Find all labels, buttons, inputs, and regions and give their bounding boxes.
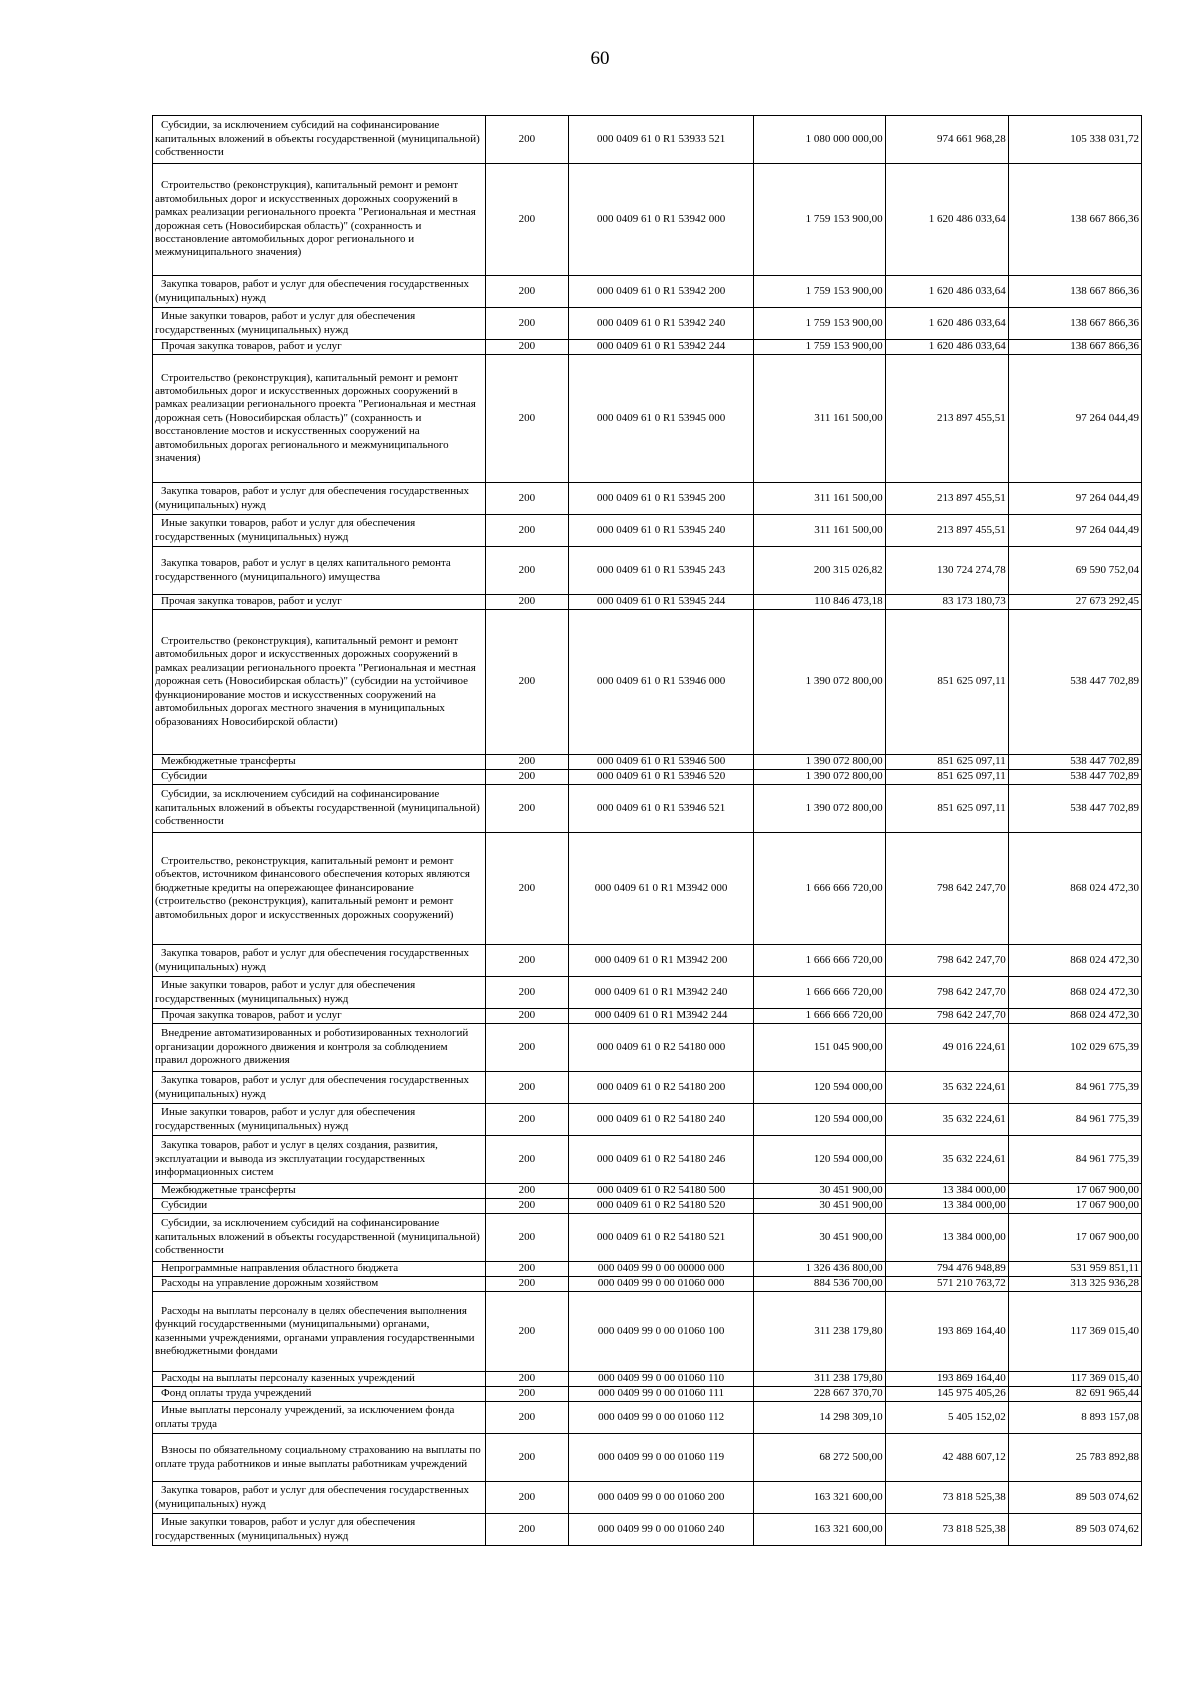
row-kbk-cell: 000 0409 61 0 R1 53942 200 [568, 276, 754, 308]
row-kbk-cell: 000 0409 61 0 R1 53942 240 [568, 308, 754, 340]
row-fact-cell: 13 384 000,00 [885, 1199, 1008, 1214]
row-kbk-cell: 000 0409 61 0 R1 M3942 244 [568, 1009, 754, 1024]
row-fact-cell: 851 625 097,11 [885, 785, 1008, 833]
row-code-cell: 200 [486, 1514, 569, 1546]
row-kbk-cell: 000 0409 99 0 00 01060 119 [568, 1434, 754, 1482]
row-fact-cell: 193 869 164,40 [885, 1372, 1008, 1387]
row-rest-cell: 84 961 775,39 [1008, 1104, 1141, 1136]
row-name-cell: Иные закупки товаров, работ и услуг для обеспечения государственных (муниципальных) нужд [153, 977, 486, 1009]
table-row [153, 483, 1142, 515]
row-rest-cell: 105 338 031,72 [1008, 116, 1141, 164]
row-code-cell: 200 [486, 1292, 569, 1372]
row-rest-cell: 97 264 044,49 [1008, 515, 1141, 547]
row-name-cell: Субсидии [153, 1199, 486, 1214]
table-row [153, 610, 1142, 755]
row-rest-cell: 138 667 866,36 [1008, 340, 1141, 355]
table-row [153, 355, 1142, 483]
table-row [153, 1024, 1142, 1072]
row-kbk-cell: 000 0409 99 0 00 01060 112 [568, 1402, 754, 1434]
row-name-cell: Расходы на управление дорожным хозяйством [153, 1277, 486, 1292]
row-code-cell: 200 [486, 977, 569, 1009]
row-name-cell: Прочая закупка товаров, работ и услуг [153, 340, 486, 355]
row-name-cell: Расходы на выплаты персоналу казенных учреждений [153, 1372, 486, 1387]
row-fact-cell: 571 210 763,72 [885, 1277, 1008, 1292]
row-rest-cell: 84 961 775,39 [1008, 1072, 1141, 1104]
row-fact-cell: 35 632 224,61 [885, 1104, 1008, 1136]
row-name-cell: Иные закупки товаров, работ и услуг для обеспечения государственных (муниципальных) нужд [153, 1104, 486, 1136]
table-row [153, 770, 1142, 785]
row-code-cell: 200 [486, 945, 569, 977]
row-name-cell: Иные закупки товаров, работ и услуг для обеспечения государственных (муниципальных) нужд [153, 308, 486, 340]
row-rest-cell: 138 667 866,36 [1008, 276, 1141, 308]
row-code-cell: 200 [486, 547, 569, 595]
row-code-cell: 200 [486, 355, 569, 483]
table-row [153, 1104, 1142, 1136]
row-kbk-cell: 000 0409 99 0 00 01060 110 [568, 1372, 754, 1387]
row-plan-cell: 311 161 500,00 [754, 355, 885, 483]
row-name-cell: Строительство (реконструкция), капитальный ремонт и ремонт автомобильных дорог и искусственных дорожных сооружений в рамках реализации регионального проекта "Региональная и местная дорожная сеть (Новосибирская область)" (субсидии на устойчивое функционирование мостов и искусственных сооружений на автомобильных дорогах местного значения в муниципальных образованиях Новосибирской области) [153, 610, 486, 755]
table-row [153, 340, 1142, 355]
table-row [153, 164, 1142, 276]
row-name-cell: Межбюджетные трансферты [153, 1184, 486, 1199]
row-code-cell: 200 [486, 308, 569, 340]
row-kbk-cell: 000 0409 61 0 R1 M3942 200 [568, 945, 754, 977]
row-code-cell: 200 [486, 1214, 569, 1262]
row-name-cell: Закупка товаров, работ и услуг для обеспечения государственных (муниципальных) нужд [153, 276, 486, 308]
row-kbk-cell: 000 0409 61 0 R1 53946 500 [568, 755, 754, 770]
table-row [153, 945, 1142, 977]
table-row [153, 1277, 1142, 1292]
row-fact-cell: 798 642 247,70 [885, 833, 1008, 945]
row-rest-cell: 117 369 015,40 [1008, 1372, 1141, 1387]
row-fact-cell: 49 016 224,61 [885, 1024, 1008, 1072]
row-plan-cell: 120 594 000,00 [754, 1104, 885, 1136]
row-name-cell: Субсидии, за исключением субсидий на софинансирование капитальных вложений в объекты государственной (муниципальной) собственности [153, 116, 486, 164]
row-fact-cell: 213 897 455,51 [885, 483, 1008, 515]
row-name-cell: Прочая закупка товаров, работ и услуг [153, 595, 486, 610]
table-row [153, 276, 1142, 308]
row-plan-cell: 311 238 179,80 [754, 1372, 885, 1387]
row-code-cell: 200 [486, 1402, 569, 1434]
row-plan-cell: 1 759 153 900,00 [754, 308, 885, 340]
row-code-cell: 200 [486, 483, 569, 515]
row-kbk-cell: 000 0409 61 0 R1 53945 000 [568, 355, 754, 483]
row-code-cell: 200 [486, 755, 569, 770]
row-plan-cell: 884 536 700,00 [754, 1277, 885, 1292]
row-plan-cell: 163 321 600,00 [754, 1482, 885, 1514]
table-row [153, 547, 1142, 595]
row-code-cell: 200 [486, 1009, 569, 1024]
row-plan-cell: 311 161 500,00 [754, 515, 885, 547]
table-row [153, 833, 1142, 945]
row-rest-cell: 868 024 472,30 [1008, 945, 1141, 977]
row-kbk-cell: 000 0409 61 0 R1 53945 240 [568, 515, 754, 547]
page-number: 60 [590, 48, 610, 69]
row-plan-cell: 1 666 666 720,00 [754, 833, 885, 945]
row-plan-cell: 1 390 072 800,00 [754, 755, 885, 770]
row-code-cell: 200 [486, 116, 569, 164]
row-plan-cell: 151 045 900,00 [754, 1024, 885, 1072]
table-row [153, 1184, 1142, 1199]
row-fact-cell: 83 173 180,73 [885, 595, 1008, 610]
row-fact-cell: 5 405 152,02 [885, 1402, 1008, 1434]
row-rest-cell: 82 691 965,44 [1008, 1387, 1141, 1402]
row-name-cell: Закупка товаров, работ и услуг для обеспечения государственных (муниципальных) нужд [153, 1072, 486, 1104]
row-rest-cell: 69 590 752,04 [1008, 547, 1141, 595]
row-kbk-cell: 000 0409 61 0 R1 53945 244 [568, 595, 754, 610]
row-plan-cell: 1 666 666 720,00 [754, 945, 885, 977]
row-kbk-cell: 000 0409 61 0 R2 54180 246 [568, 1136, 754, 1184]
row-fact-cell: 13 384 000,00 [885, 1184, 1008, 1199]
table-row [153, 755, 1142, 770]
row-fact-cell: 42 488 607,12 [885, 1434, 1008, 1482]
row-plan-cell: 68 272 500,00 [754, 1434, 885, 1482]
row-code-cell: 200 [486, 276, 569, 308]
row-fact-cell: 13 384 000,00 [885, 1214, 1008, 1262]
row-fact-cell: 1 620 486 033,64 [885, 308, 1008, 340]
row-rest-cell: 538 447 702,89 [1008, 610, 1141, 755]
row-rest-cell: 84 961 775,39 [1008, 1136, 1141, 1184]
row-rest-cell: 538 447 702,89 [1008, 785, 1141, 833]
row-kbk-cell: 000 0409 61 0 R1 53942 244 [568, 340, 754, 355]
row-code-cell: 200 [486, 1434, 569, 1482]
row-kbk-cell: 000 0409 99 0 00 01060 000 [568, 1277, 754, 1292]
row-code-cell: 200 [486, 1262, 569, 1277]
table-row [153, 1372, 1142, 1387]
row-kbk-cell: 000 0409 99 0 00 01060 111 [568, 1387, 754, 1402]
row-fact-cell: 1 620 486 033,64 [885, 276, 1008, 308]
row-code-cell: 200 [486, 1072, 569, 1104]
table-row [153, 1072, 1142, 1104]
row-plan-cell: 1 666 666 720,00 [754, 977, 885, 1009]
row-code-cell: 200 [486, 1024, 569, 1072]
row-code-cell: 200 [486, 515, 569, 547]
row-fact-cell: 73 818 525,38 [885, 1514, 1008, 1546]
row-kbk-cell: 000 0409 61 0 R1 53945 243 [568, 547, 754, 595]
row-plan-cell: 1 759 153 900,00 [754, 340, 885, 355]
table-row [153, 1387, 1142, 1402]
table-row [153, 977, 1142, 1009]
row-plan-cell: 1 666 666 720,00 [754, 1009, 885, 1024]
row-fact-cell: 130 724 274,78 [885, 547, 1008, 595]
table-row [153, 1402, 1142, 1434]
row-fact-cell: 851 625 097,11 [885, 755, 1008, 770]
table-row [153, 1009, 1142, 1024]
row-name-cell: Субсидии, за исключением субсидий на софинансирование капитальных вложений в объекты государственной (муниципальной) собственности [153, 785, 486, 833]
row-kbk-cell: 000 0409 61 0 R1 M3942 000 [568, 833, 754, 945]
row-code-cell: 200 [486, 833, 569, 945]
table-row [153, 1482, 1142, 1514]
row-plan-cell: 163 321 600,00 [754, 1514, 885, 1546]
row-fact-cell: 193 869 164,40 [885, 1292, 1008, 1372]
row-rest-cell: 102 029 675,39 [1008, 1024, 1141, 1072]
row-fact-cell: 798 642 247,70 [885, 1009, 1008, 1024]
row-name-cell: Непрограммные направления областного бюджета [153, 1262, 486, 1277]
row-kbk-cell: 000 0409 61 0 R2 54180 520 [568, 1199, 754, 1214]
row-kbk-cell: 000 0409 61 0 R2 54180 200 [568, 1072, 754, 1104]
row-rest-cell: 868 024 472,30 [1008, 833, 1141, 945]
row-name-cell: Иные выплаты персоналу учреждений, за исключением фонда оплаты труда [153, 1402, 486, 1434]
row-code-cell: 200 [486, 770, 569, 785]
row-code-cell: 200 [486, 1482, 569, 1514]
row-rest-cell: 538 447 702,89 [1008, 770, 1141, 785]
table-row [153, 1434, 1142, 1482]
row-kbk-cell: 000 0409 99 0 00 01060 200 [568, 1482, 754, 1514]
row-code-cell: 200 [486, 1387, 569, 1402]
row-name-cell: Прочая закупка товаров, работ и услуг [153, 1009, 486, 1024]
row-plan-cell: 1 390 072 800,00 [754, 785, 885, 833]
row-plan-cell: 110 846 473,18 [754, 595, 885, 610]
row-name-cell: Межбюджетные трансферты [153, 755, 486, 770]
row-rest-cell: 97 264 044,49 [1008, 483, 1141, 515]
row-name-cell: Иные закупки товаров, работ и услуг для обеспечения государственных (муниципальных) нужд [153, 1514, 486, 1546]
row-plan-cell: 1 390 072 800,00 [754, 770, 885, 785]
row-rest-cell: 89 503 074,62 [1008, 1514, 1141, 1546]
row-code-cell: 200 [486, 1136, 569, 1184]
table-row [153, 785, 1142, 833]
row-code-cell: 200 [486, 164, 569, 276]
row-kbk-cell: 000 0409 99 0 00 01060 100 [568, 1292, 754, 1372]
row-name-cell: Закупка товаров, работ и услуг для обеспечения государственных (муниципальных) нужд [153, 483, 486, 515]
row-code-cell: 200 [486, 340, 569, 355]
row-plan-cell: 311 161 500,00 [754, 483, 885, 515]
row-fact-cell: 213 897 455,51 [885, 515, 1008, 547]
row-kbk-cell: 000 0409 61 0 R1 53946 521 [568, 785, 754, 833]
row-code-cell: 200 [486, 1184, 569, 1199]
row-fact-cell: 851 625 097,11 [885, 770, 1008, 785]
row-kbk-cell: 000 0409 99 0 00 01060 240 [568, 1514, 754, 1546]
row-plan-cell: 120 594 000,00 [754, 1072, 885, 1104]
row-kbk-cell: 000 0409 61 0 R1 53933 521 [568, 116, 754, 164]
table-row [153, 1136, 1142, 1184]
table-row [153, 1214, 1142, 1262]
row-rest-cell: 89 503 074,62 [1008, 1482, 1141, 1514]
row-fact-cell: 851 625 097,11 [885, 610, 1008, 755]
row-rest-cell: 868 024 472,30 [1008, 977, 1141, 1009]
row-fact-cell: 1 620 486 033,64 [885, 164, 1008, 276]
row-name-cell: Закупка товаров, работ и услуг для обеспечения государственных (муниципальных) нужд [153, 1482, 486, 1514]
row-name-cell: Расходы на выплаты персоналу в целях обеспечения выполнения функций государственными (муниципальными) органами, казенными учреждениями, органами управления государственными внебюджетными фондами [153, 1292, 486, 1372]
row-rest-cell: 138 667 866,36 [1008, 308, 1141, 340]
row-code-cell: 200 [486, 610, 569, 755]
row-rest-cell: 97 264 044,49 [1008, 355, 1141, 483]
row-rest-cell: 17 067 900,00 [1008, 1214, 1141, 1262]
row-plan-cell: 200 315 026,82 [754, 547, 885, 595]
table-body [153, 116, 1142, 1546]
row-plan-cell: 1 759 153 900,00 [754, 276, 885, 308]
row-kbk-cell: 000 0409 61 0 R1 53946 000 [568, 610, 754, 755]
row-plan-cell: 1 080 000 000,00 [754, 116, 885, 164]
row-kbk-cell: 000 0409 61 0 R1 53942 000 [568, 164, 754, 276]
row-fact-cell: 798 642 247,70 [885, 945, 1008, 977]
row-name-cell: Закупка товаров, работ и услуг в целях капитального ремонта государственного (муниципального) имущества [153, 547, 486, 595]
row-kbk-cell: 000 0409 61 0 R1 M3942 240 [568, 977, 754, 1009]
row-kbk-cell: 000 0409 61 0 R2 54180 000 [568, 1024, 754, 1072]
row-rest-cell: 538 447 702,89 [1008, 755, 1141, 770]
row-name-cell: Субсидии, за исключением субсидий на софинансирование капитальных вложений в объекты государственной (муниципальной) собственности [153, 1214, 486, 1262]
row-kbk-cell: 000 0409 61 0 R1 53946 520 [568, 770, 754, 785]
row-fact-cell: 35 632 224,61 [885, 1072, 1008, 1104]
table-row [153, 1292, 1142, 1372]
row-name-cell: Закупка товаров, работ и услуг в целях создания, развития, эксплуатации и вывода из эксплуатации государственных информационных систем [153, 1136, 486, 1184]
row-plan-cell: 1 759 153 900,00 [754, 164, 885, 276]
row-fact-cell: 73 818 525,38 [885, 1482, 1008, 1514]
row-rest-cell: 868 024 472,30 [1008, 1009, 1141, 1024]
row-plan-cell: 1 326 436 800,00 [754, 1262, 885, 1277]
table-row [153, 595, 1142, 610]
row-name-cell: Субсидии [153, 770, 486, 785]
row-rest-cell: 117 369 015,40 [1008, 1292, 1141, 1372]
table-row [153, 515, 1142, 547]
row-fact-cell: 798 642 247,70 [885, 977, 1008, 1009]
row-name-cell: Внедрение автоматизированных и роботизированных технологий организации дорожного движения и контроля за соблюдением правил дорожного движения [153, 1024, 486, 1072]
row-name-cell: Фонд оплаты труда учреждений [153, 1387, 486, 1402]
row-name-cell: Взносы по обязательному социальному страхованию на выплаты по оплате труда работников и иные выплаты работникам учреждений [153, 1434, 486, 1482]
row-rest-cell: 17 067 900,00 [1008, 1184, 1141, 1199]
row-plan-cell: 30 451 900,00 [754, 1199, 885, 1214]
row-kbk-cell: 000 0409 61 0 R2 54180 500 [568, 1184, 754, 1199]
row-plan-cell: 30 451 900,00 [754, 1214, 885, 1262]
row-fact-cell: 794 476 948,89 [885, 1262, 1008, 1277]
row-rest-cell: 27 673 292,45 [1008, 595, 1141, 610]
row-plan-cell: 1 390 072 800,00 [754, 610, 885, 755]
table-row [153, 1514, 1142, 1546]
row-fact-cell: 1 620 486 033,64 [885, 340, 1008, 355]
row-fact-cell: 145 975 405,26 [885, 1387, 1008, 1402]
table-row [153, 116, 1142, 164]
row-plan-cell: 311 238 179,80 [754, 1292, 885, 1372]
row-name-cell: Закупка товаров, работ и услуг для обеспечения государственных (муниципальных) нужд [153, 945, 486, 977]
row-plan-cell: 120 594 000,00 [754, 1136, 885, 1184]
row-code-cell: 200 [486, 595, 569, 610]
row-fact-cell: 974 661 968,28 [885, 116, 1008, 164]
row-fact-cell: 35 632 224,61 [885, 1136, 1008, 1184]
row-plan-cell: 30 451 900,00 [754, 1184, 885, 1199]
row-rest-cell: 25 783 892,88 [1008, 1434, 1141, 1482]
row-plan-cell: 14 298 309,10 [754, 1402, 885, 1434]
row-rest-cell: 313 325 936,28 [1008, 1277, 1141, 1292]
row-rest-cell: 8 893 157,08 [1008, 1402, 1141, 1434]
row-fact-cell: 213 897 455,51 [885, 355, 1008, 483]
row-kbk-cell: 000 0409 61 0 R2 54180 521 [568, 1214, 754, 1262]
row-name-cell: Строительство (реконструкция), капитальный ремонт и ремонт автомобильных дорог и искусственных дорожных сооружений в рамках реализации регионального проекта "Региональная и местная дорожная сеть (Новосибирская область)" (сохранность и восстановление мостов и искусственных сооружений на автомобильных дорогах регионального и межмуниципального значения) [153, 355, 486, 483]
row-kbk-cell: 000 0409 61 0 R1 53945 200 [568, 483, 754, 515]
table-row [153, 1199, 1142, 1214]
row-name-cell: Иные закупки товаров, работ и услуг для обеспечения государственных (муниципальных) нужд [153, 515, 486, 547]
row-code-cell: 200 [486, 1372, 569, 1387]
row-rest-cell: 17 067 900,00 [1008, 1199, 1141, 1214]
row-code-cell: 200 [486, 785, 569, 833]
row-code-cell: 200 [486, 1199, 569, 1214]
row-rest-cell: 531 959 851,11 [1008, 1262, 1141, 1277]
row-plan-cell: 228 667 370,70 [754, 1387, 885, 1402]
table-row [153, 308, 1142, 340]
row-kbk-cell: 000 0409 61 0 R2 54180 240 [568, 1104, 754, 1136]
row-kbk-cell: 000 0409 99 0 00 00000 000 [568, 1262, 754, 1277]
row-name-cell: Строительство (реконструкция), капитальный ремонт и ремонт автомобильных дорог и искусственных дорожных сооружений в рамках реализации регионального проекта "Региональная и местная дорожная сеть (Новосибирская область)" (сохранность и восстановление автомобильных дорог регионального и межмуниципального значения) [153, 164, 486, 276]
table-row [153, 1262, 1142, 1277]
budget-execution-table [152, 115, 1142, 1546]
row-rest-cell: 138 667 866,36 [1008, 164, 1141, 276]
row-code-cell: 200 [486, 1104, 569, 1136]
row-code-cell: 200 [486, 1277, 569, 1292]
row-name-cell: Строительство, реконструкция, капитальный ремонт и ремонт объектов, источником финансового обеспечения которых являются бюджетные кредиты на опережающее финансирование (строительство (реконструкция), капитальный ремонт и ремонт автомобильных дорог и искусственных дорожных сооружений) [153, 833, 486, 945]
